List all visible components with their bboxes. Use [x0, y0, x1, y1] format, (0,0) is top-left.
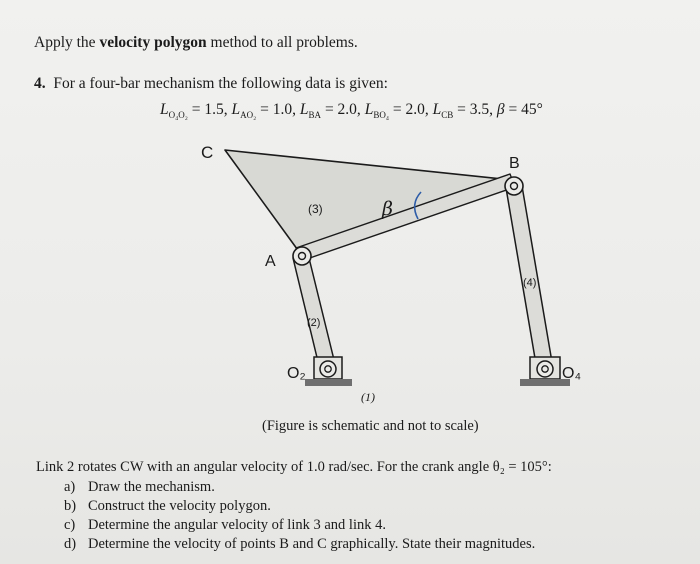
joint-a — [293, 247, 311, 265]
label-ground: (1) — [361, 390, 375, 404]
figure-caption: (Figure is schematic and not to scale) — [262, 418, 479, 434]
given-subscript: CB — [441, 110, 454, 121]
given-subscript: AO₂ — [240, 110, 257, 121]
given-value: = 2.0, — [388, 101, 433, 118]
label-link3: (3) — [308, 202, 323, 216]
given-subscript: BA — [308, 110, 322, 121]
ground-o2 — [305, 379, 352, 386]
problem-number: 4. — [34, 75, 46, 92]
task-text: Construct the velocity polygon. — [88, 498, 271, 514]
label-a: A — [265, 253, 276, 270]
heading-prefix: Apply the — [34, 34, 100, 51]
heading-bold: velocity polygon — [99, 34, 207, 51]
task-text: Determine the angular velocity of link 3 and link 4. — [88, 517, 386, 533]
given-value: = 2.0, — [321, 101, 365, 118]
task-text: Draw the mechanism. — [88, 479, 215, 495]
label-c: C — [201, 143, 214, 162]
link2-bar — [293, 258, 336, 370]
given-symbol: L — [432, 101, 442, 118]
task-item — [64, 536, 535, 553]
label-b: B — [509, 155, 520, 172]
task-item — [64, 498, 271, 515]
joint-b — [505, 177, 523, 195]
given-symbol: L — [160, 101, 169, 118]
task-letter: c) — [64, 517, 76, 533]
given-value: = 45° — [504, 101, 543, 118]
heading-suffix: method to all problems. — [206, 34, 358, 51]
given-subscript: BO₄ — [373, 110, 389, 121]
pivot-o4 — [537, 361, 553, 377]
task-item — [64, 517, 386, 534]
given-value: = 1.0, — [256, 101, 300, 118]
task-text: Determine the velocity of points B and C graphically. State their magnitudes. — [88, 536, 536, 552]
given-symbol: β — [496, 101, 505, 118]
given-symbol: L — [299, 101, 309, 118]
given-value: = 3.5, — [453, 101, 497, 118]
problem-text: For a four-bar mechanism the following data is given: — [53, 75, 388, 92]
pivot-o2 — [320, 361, 336, 377]
task-letter: b) — [64, 498, 77, 514]
given-symbol: L — [364, 101, 374, 118]
task-letter: d) — [64, 536, 77, 552]
given-value: = 1.5, — [187, 101, 232, 118]
task-letter: a) — [64, 479, 76, 495]
label-link4: (4) — [523, 277, 537, 289]
given-subscript: O₄O₂ — [168, 110, 188, 121]
problem-statement: Link 2 rotates CW with an angular velocity of 1.0 rad/sec. For the crank angle θ₂ = 105°: — [36, 459, 552, 475]
label-beta: β — [382, 198, 393, 220]
label-link2: (2) — [307, 317, 321, 329]
given-symbol: L — [231, 101, 241, 118]
label-o4: O₄ — [562, 365, 581, 382]
label-o2: O₂ — [287, 365, 306, 382]
task-item — [64, 479, 215, 496]
